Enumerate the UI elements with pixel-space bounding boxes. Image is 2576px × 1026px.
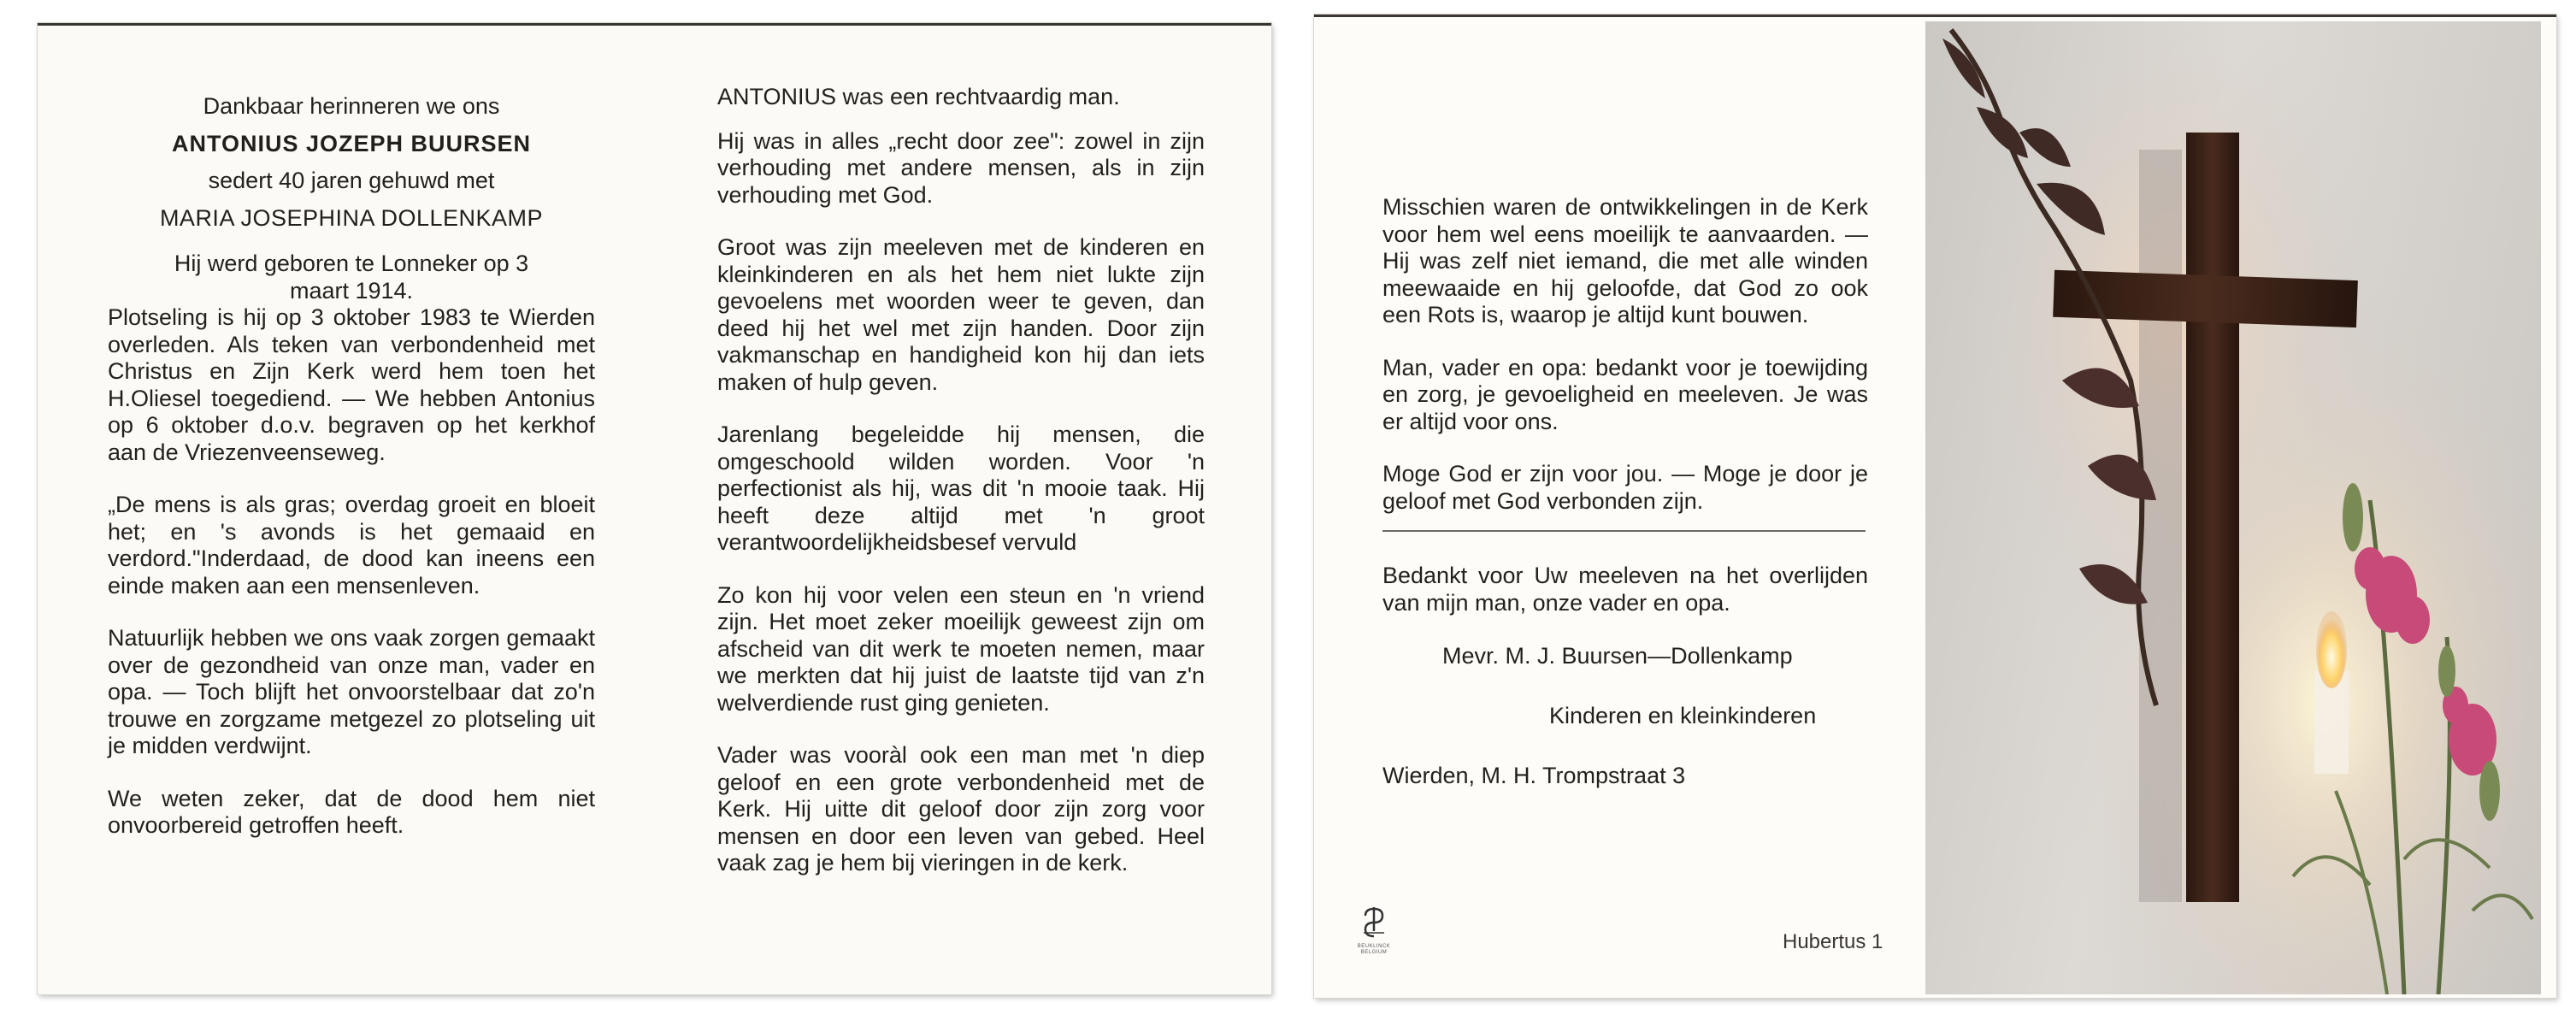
honesty-paragraph: Hij was in alles „recht door zee": zowel in zijn verhouding met andere mensen, als in zijn verhouding met God.: [717, 127, 1205, 208]
publisher-logo-icon: [1357, 904, 1391, 940]
blessing-paragraph: Moge God er zijn voor jou. — Moge je door je geloof met God verbonden zijn.: [1382, 461, 1868, 514]
deceased-name: ANTONIUS JOZEPH BUURSEN: [171, 130, 532, 156]
closing-text-column: [1382, 194, 1868, 818]
signature-widow: Mevr. M. J. Buursen—Dollenkamp: [1442, 643, 1793, 669]
righteous-line: ANTONIUS was een rechtvaardig man.: [717, 84, 1120, 109]
family-paragraph: Groot was zijn meeleven met de kinderen en kleinkinderen en als het hem niet lukte zijn gevoelens met woorden weer te geven, dan deed hij het wel met zijn handen. Door zijn vakmanschap en handigheid kon hij dan iets maken of hulp geven.: [717, 234, 1205, 395]
death-paragraph: Plotseling is hij op 3 oktober 1983 te Wierden overleden. Als teken van verbondenheid met Christus en Zijn Kerk werd hem toen het H.Oliesel toegediend. — We hebben Antonius op 6 oktober d.o.v. begraven op het kerkhof aan de Vriezenveenseweg.: [108, 304, 595, 465]
worry-paragraph: Natuurlijk hebben we ons vaak zorgen gemaakt over de gezondheid van onze man, vader en opa. — Toch blijft het onvoorstelbaar dat zo'n trouwe en zorgzame metgezel zo plotseling uit je midden verdwijnt.: [108, 625, 595, 758]
signature-children: Kinderen en kleinkinderen: [1549, 703, 1817, 728]
spouse-name: MARIA JOSEPHINA DOLLENKAMP: [159, 204, 544, 231]
separator-line: [1382, 530, 1866, 532]
intro-line: Dankbaar herinneren we ons: [203, 93, 500, 119]
faith-paragraph: Vader was vooràl ook een man met 'n diep geloof en een grote verbondenheid met de Kerk. Hij uitte dit geloof door zijn zorg voor mensen en door een leven van gebed. Heel vaak zag je hem bij vieringen in de kerk.: [717, 742, 1205, 876]
left-column: [108, 93, 595, 865]
cross-vertical-beam: [2186, 133, 2239, 902]
psalm-paragraph: „De mens is als gras; overdag groeit en bloeit het; en 's avonds is het gemaaid en verdord."Inderdaad, de dood kan ineens een einde maken aan een mensenleven.: [108, 492, 595, 598]
gratitude-paragraph: Man, vader en opa: bedankt voor je toewijding en zorg, je gevoeligheid en meeleven. Je was er altijd voor ons.: [1382, 354, 1868, 434]
memorial-card-left-page: [38, 23, 1271, 994]
top-edge-line: [1314, 15, 2556, 17]
birth-text: Hij werd geboren te Lonneker op 3 maart 1914.: [174, 251, 529, 304]
candle-flame: [2316, 611, 2347, 688]
cross-candle-photo: [1925, 21, 2541, 994]
card-series-code: Hubertus 1: [1783, 930, 1883, 953]
top-edge-line: [38, 23, 1271, 26]
memorial-card-right-page: [1314, 15, 2556, 998]
publisher-logo: [1348, 904, 1400, 956]
logo-text-line-2: BELGIUM: [1360, 950, 1388, 955]
signature-address: Wierden, M. H. Trompstraat 3: [1382, 763, 1686, 788]
right-column: [717, 84, 1205, 903]
farewell-paragraph: Zo kon hij voor velen een steun en 'n vriend zijn. Het moet zeker moeilijk geweest zijn om afscheid van dit werk te moeten nemen, maar we merkten dat hij juist de laatste tijd van z'n welverdiende rust ging genieten.: [717, 581, 1205, 716]
married-line: sedert 40 jaren gehuwd met: [208, 168, 495, 193]
work-paragraph: Jarenlang begeleidde hij mensen, die omgeschoold wilden worden. Voor 'n perfectionist als hij, was dit 'n mooie taak. Hij heeft deze altijd met 'n groot verantwoordelijkheidsbesef vervuld: [717, 422, 1205, 555]
cross-photo-image: [1925, 21, 2541, 994]
thanks-paragraph: Bedankt voor Uw meeleven na het overlijden van mijn man, onze vader en opa.: [1382, 563, 1868, 616]
certainty-paragraph: We weten zeker, dat de dood hem niet onvoorbereid getroffen heeft.: [108, 785, 595, 838]
church-paragraph: Misschien waren de ontwikkelingen in de Kerk voor hem wel eens moeilijk te aanvaarden. — Hij was zelf niet iemand, die met alle winden meewaaide en hij geloofde, dat God zo ook een Rots is, waarop je altijd kunt bouwen.: [1382, 194, 1868, 327]
logo-text-line-1: BEUKLINCK: [1357, 944, 1391, 949]
